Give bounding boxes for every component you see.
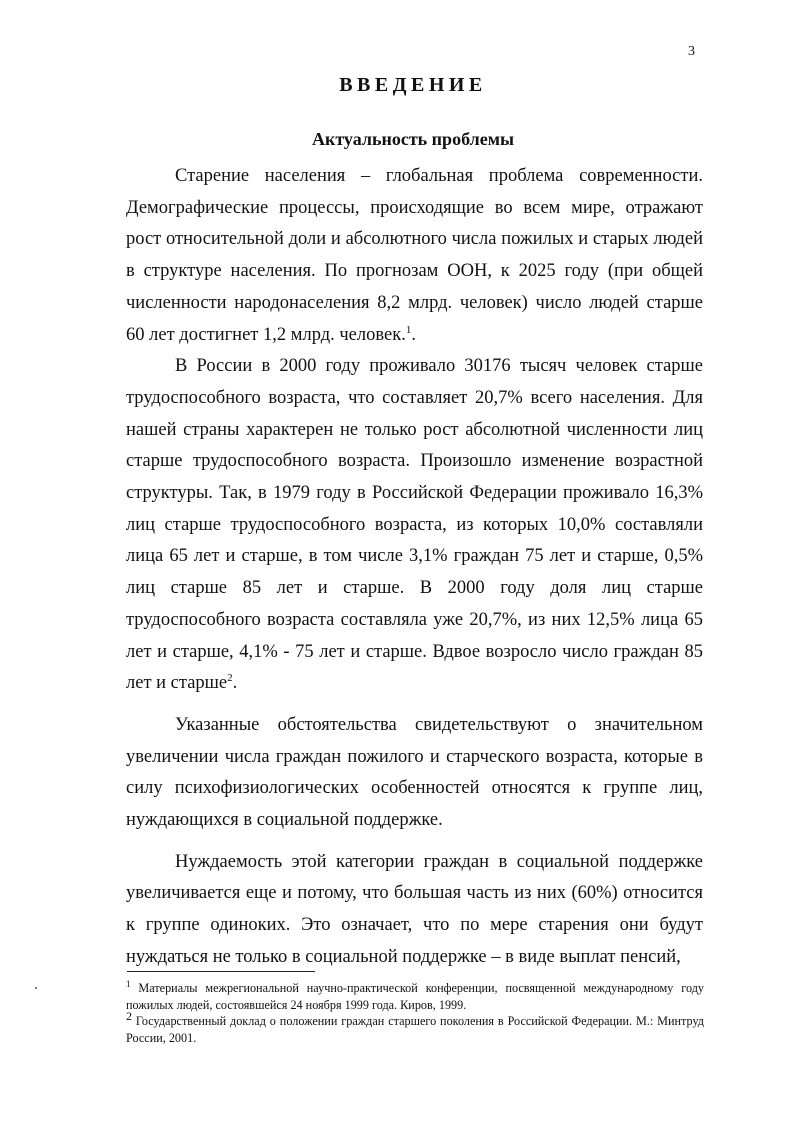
paragraph-1-end: . xyxy=(411,324,416,345)
footnote-1 xyxy=(126,980,704,1013)
footnote-2 xyxy=(126,1008,704,1046)
paragraph-3: Указанные обстоятельства свидетельствуют о значительном увеличении числа граждан пожилого и старческого возраста, которые в силу психофизиологических особенностей относятся к группе лиц, нуждающихся в социальной поддержке. xyxy=(126,714,703,831)
paragraph-1 xyxy=(126,161,703,351)
body-text xyxy=(126,161,703,974)
scan-speck xyxy=(35,987,37,989)
paragraph-2-text: В России в 2000 году проживало 30176 тысяч человек старше трудоспособного возраста, что составляет 20,7% всего населения. Для нашей страны характерен не только рост абсолютной численности лиц старше трудоспособного возраста. Произошло изменение возрастной структуры. Так, в 1979 году в Российской Федерации проживало 16,3% лиц старше трудоспособного возраста, из которых 10,0% составляли лица 65 лет и старше, в том числе 3,1% граждан 75 лет и старше, 0,5% лиц старше 85 лет и старше. В 2000 году доля лиц старше трудоспособного возраста составляла уже 20,7%, из них 12,5% лица 65 лет и старше, 4,1% - 75 лет и старше. Вдвое возросло число граждан 85 лет и старше xyxy=(126,356,703,694)
paragraph-1-text: Старение населения – глобальная проблема современности. Демографические процессы, происходящие во всем мире, отражают рост относительной доли и абсолютного числа пожилых и старых людей в структуре населения. По прогнозам ООН, к 2025 году (при общей численности народонаселения 8,2 млрд. человек) число людей старше 60 лет достигнет 1,2 млрд. человек. xyxy=(126,166,703,345)
footnote-1-number: 1 xyxy=(126,978,131,989)
footnote-ref-1: 1 xyxy=(405,323,412,336)
section-subtitle: Актуальность проблемы xyxy=(311,129,515,149)
footnote-1-text: Материалы межрегиональной научно-практической конференции, посвященной международному году пожилых людей, состоявшейся 24 ноября 1999 года. Киров, 1999. xyxy=(126,981,705,1012)
footnote-2-number: 2 xyxy=(126,1008,132,1023)
paragraph-4: Нуждаемость этой категории граждан в социальной поддержке увеличивается еще и потому, что большая часть из них (60%) относится к группе одиноких. Это означает, что по мере старения они будут нуждаться не только в социальной поддержке – в виде выплат пенсий, xyxy=(126,851,703,967)
footnote-2-text: Государственный доклад о положении граждан старшего поколения в Российской Федерации. М.: Минтруд России, 2001. xyxy=(126,1014,704,1045)
footnotes xyxy=(126,980,704,1046)
footnote-ref-2: 2 xyxy=(227,672,233,685)
page-number: 3 xyxy=(688,44,695,59)
paragraph-2-end: . xyxy=(232,673,238,694)
page-title: ВВЕДЕНИЕ xyxy=(339,74,487,96)
paragraph-2 xyxy=(126,351,703,700)
footnote-divider xyxy=(127,971,315,972)
